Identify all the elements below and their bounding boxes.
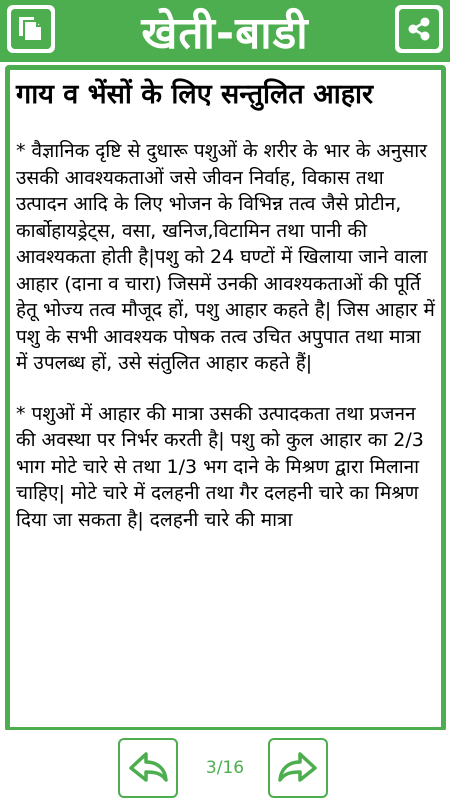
page-indicator: 3/16 bbox=[205, 758, 245, 778]
forward-arrow-icon bbox=[276, 746, 320, 790]
share-button[interactable] bbox=[395, 5, 443, 53]
share-icon bbox=[399, 9, 439, 49]
back-arrow-icon bbox=[126, 746, 170, 790]
article-container[interactable] bbox=[5, 65, 446, 732]
document-button[interactable] bbox=[7, 5, 55, 53]
article-paragraph: * वैज्ञानिक दृष्टि से दुधारू पशुओं के शरीर के भार के अनुसार उसकी आवश्यकताओं जसे जीवन निर्वाह, विकास तथा उत्पादन आदि के लिए भोजन के विभिन्न तत्व जैसे प्रोटीन, कार्बोहायड्रेट्स, वसा, खनिज,विटामिन तथा पानी की आवश्यकता होती है|पशु को 24 घण्टों में खिलाया जाने वाला आहार (दाना व चारा) जिसमें उनकी आवश्यकताओं की पूर्ति हेतू भोज्य तत्व मौजूद हों, पशु आहार कहते है| जिस आहार में पशु के सभी आवश्यक पोषक तत्व उचित अपुपात तथा मात्रा में उपलब्ध हों, उसे संतुलित आहार कहते हैं| bbox=[16, 140, 435, 374]
app-title: खेती-बाडी bbox=[141, 8, 309, 59]
document-icon bbox=[11, 9, 51, 49]
next-page-button[interactable] bbox=[268, 738, 328, 798]
app-header bbox=[0, 0, 450, 62]
article-title: गाय व भेंसों के लिए सन्तुलित आहार bbox=[16, 79, 374, 110]
pager-footer bbox=[0, 730, 450, 800]
article-paragraph: * पशुओं में आहार की मात्रा उसकी उत्पादकता तथा प्रजनन की अवस्था पर निर्भर करती है| पशु को कुल आहार का 2/3 भाग मोटे चारे से तथा 1/3 भग दाने के मिश्रण द्वारा मिलाना चाहिए| मोटे चारे में दलहनी तथा गैर दलहनी चारे का मिश्रण दिया जा सकता है| दलहनी चारे की मात्रा bbox=[16, 402, 424, 531]
previous-page-button[interactable] bbox=[118, 738, 178, 798]
